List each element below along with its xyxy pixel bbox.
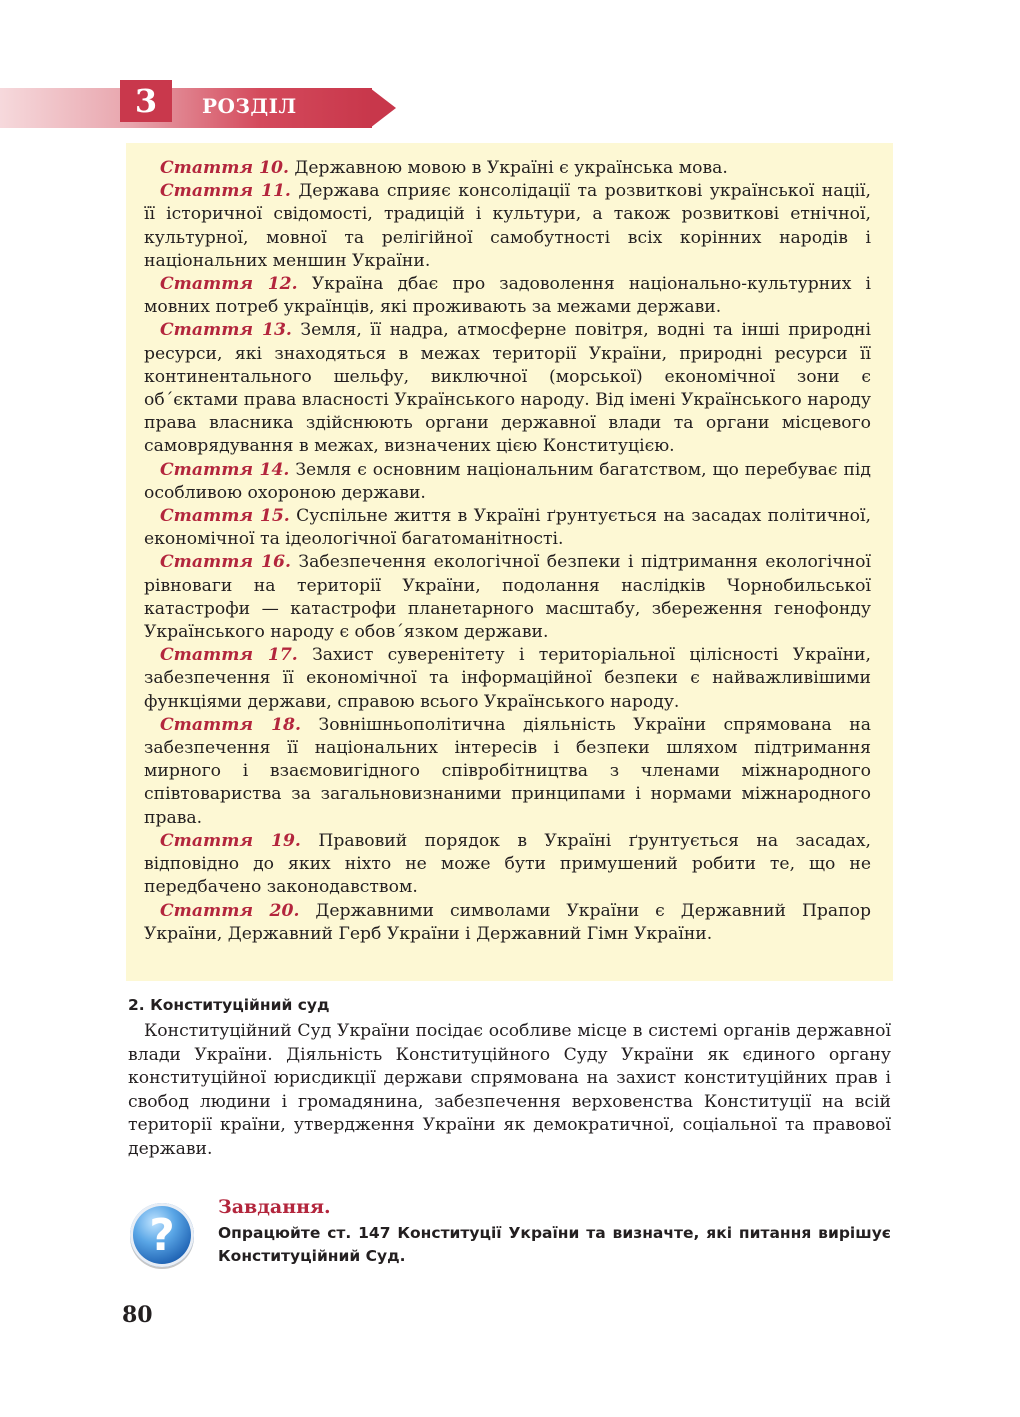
chapter-word: РОЗДІЛ: [202, 94, 297, 118]
article-label: Стаття 13.: [160, 320, 292, 341]
article-text: Правовий порядок в Україні ґрунтується на засадах, відповідно до яких ніхто не може бути примушений робити те, що не передбачено законодавством.: [144, 830, 871, 898]
article-10: [144, 157, 871, 180]
article-19: [144, 830, 871, 900]
task-title: Завдання.: [218, 1196, 331, 1218]
chapter-number: 3: [120, 80, 172, 122]
constitution-articles-box: [126, 143, 893, 981]
article-label: Стаття 20.: [160, 900, 300, 921]
article-14: [144, 459, 871, 505]
article-label: Стаття 18.: [160, 714, 301, 735]
article-text: Земля, її надра, атмосферне повітря, водні та інші природні ресурси, які знаходяться в межах території України, природні ресурси її континентального шельфу, виключної (морської) економічної зони є об΄єктами права власності Українського народу. Від імені Українського народу права власника здійснюють органи державної влади та органи місцевого самоврядування в межах, визначених цією Конституцією.: [144, 320, 871, 457]
article-text: Держава сприяє консолідації та розвиткові української нації, її історичної свідомості, традицій і культури, а також розвиткові етнічної, культурної, мовної та релігійної самобутності всіх корінних народів і національних меншин України.: [144, 181, 871, 271]
article-label: Стаття 15.: [160, 506, 290, 527]
article-label: Стаття 10.: [160, 158, 289, 178]
question-icon: ?: [130, 1203, 194, 1267]
article-label: Стаття 16.: [160, 552, 291, 573]
article-label: Стаття 11.: [160, 181, 291, 202]
article-15: [144, 505, 871, 551]
article-text: Зовнішньополітична діяльність України спрямована на забезпечення її національних інтересів і безпеки шляхом підтримання мирного і взаємовигідного співробітництва з членами міжнародного співтовариства за загальновизнаними принципами і нормами міжнародного права.: [144, 714, 871, 828]
article-text: Україна дбає про задоволення національно-культурних і мовних потреб українців, які проживають за межами держави.: [144, 274, 871, 318]
article-11: [144, 180, 871, 273]
article-text: Державними символами України є Державний Прапор України, Державний Герб України і Державний Гімн України.: [144, 900, 871, 944]
article-13: [144, 319, 871, 458]
article-label: Стаття 14.: [160, 459, 290, 480]
article-text: Суспільне життя в Україні ґрунтується на засадах політичної, економічної та ідеологічної багатоманітності.: [144, 506, 871, 550]
article-label: Стаття 17.: [160, 645, 298, 666]
article-text: Захист суверенітету і територіальної цілісності України, забезпечення її економічної та інформаційної безпеки є найважливішими функціями держави, справою всього Українського народу.: [144, 645, 871, 712]
ribbon-band: [0, 88, 372, 128]
section-heading: 2. Конституційний суд: [128, 996, 330, 1014]
article-12: [144, 273, 871, 319]
chapter-ribbon: [0, 80, 398, 128]
task-text: Опрацюйте ст. 147 Конституції України та визначте, які питання вирішує Конституційний Суд.: [218, 1224, 891, 1265]
article-20: [144, 900, 871, 946]
section-body: Конституційний Суд України посідає особливе місце в системі органів державної влади України. Діяльність Конституційного Суду України як єдиного органу конституційної юрисдикції держави спрямована на захист конституційних прав і свобод людини і громадянина, забезпечення верховенства Конституції на всій території країни, утвердження України як демократичної, соціальної та правової держави.: [128, 1021, 891, 1159]
article-17: [144, 644, 871, 714]
article-label: Стаття 19.: [160, 830, 301, 851]
page-number: 80: [122, 1302, 153, 1328]
article-18: [144, 714, 871, 830]
article-text: Забезпечення екологічної безпеки і підтримання екологічної рівноваги на території України, подолання наслідків Чорнобильської катастрофи — катастрофи планетарного масштабу, збереження генофонду Українського народу є обов΄язком держави.: [144, 552, 871, 643]
article-text: Державною мовою в Україні є українська мова.: [288, 158, 728, 178]
ribbon-arrow-icon: [370, 88, 396, 128]
article-text: Земля є основним національним багатством, що перебуває під особливою охороною держави.: [144, 459, 871, 503]
article-label: Стаття 12.: [160, 274, 298, 295]
article-16: [144, 551, 871, 644]
